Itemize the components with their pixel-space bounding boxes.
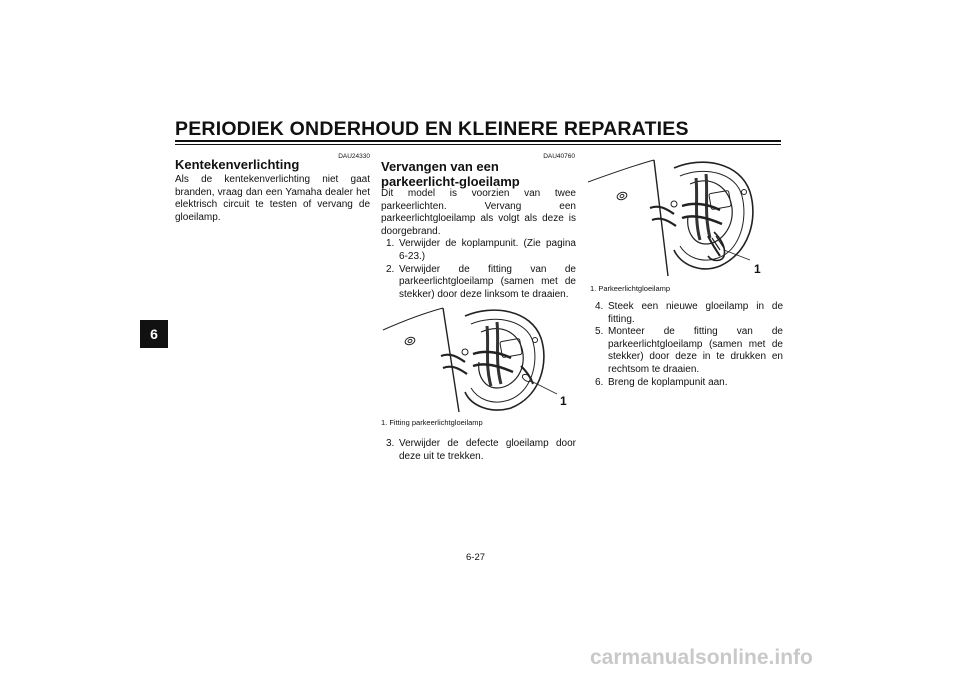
list-item — [590, 301, 783, 326]
page-title: PERIODIEK ONDERHOUD EN KLEINERE REPARATIES — [175, 118, 689, 140]
figure-caption: 1. Fitting parkeerlichtgloeilamp — [381, 418, 483, 427]
list-text: Monteer de fitting van de parkeerlichtgloeilamp (samen met de stekker) door deze in te drukken en rechtsom te draaien. — [608, 326, 783, 375]
header-rule-thin — [175, 144, 781, 145]
list-number: 4. — [595, 301, 604, 312]
list-item — [590, 377, 783, 390]
list-item — [381, 238, 576, 263]
chapter-tab: 6 — [140, 320, 168, 348]
footer-watermark: carmanualsonline.info — [590, 646, 813, 669]
section-code: DAU24330 — [338, 153, 370, 160]
section-body — [381, 188, 576, 301]
list-text: Verwijder de koplampunit. (Zie pagina 6-23.) — [399, 238, 576, 262]
list-number: 6. — [595, 376, 604, 388]
figure-caption: 1. Parkeerlichtgloeilamp — [590, 284, 671, 293]
list-text: Verwijder de fitting van de parkeerlichtgloeilamp (samen met de stekker) door deze linksom te draaien. — [399, 263, 576, 300]
list-item — [590, 326, 783, 376]
figure-callout: 1 — [560, 394, 567, 408]
list-text: Steek een nieuwe gloeilamp in de fitting. — [608, 301, 783, 325]
paragraph-text: Als de kentekenverlichting niet gaat branden, vraag dan een Yamaha dealer het elektrisch circuit te testen of vervang de gloeilamp. — [175, 174, 370, 223]
section-body-continued — [381, 438, 576, 463]
section-code: DAU40760 — [543, 153, 575, 160]
section-heading: Kentekenverlichting — [175, 157, 300, 172]
figure-callout: 1 — [754, 262, 761, 276]
list-number: 5. — [595, 326, 604, 338]
intro-text: Dit model is voorzien van twee parkeerlichten. Vervang een parkeerlichtgloeilamp als volgt als deze is doorgebrand. — [381, 188, 576, 237]
section-heading: Vervangen van een parkeerlicht-gloeilamp — [381, 159, 520, 189]
headlight-illustration — [588, 152, 782, 278]
list-number: 3. — [386, 438, 395, 449]
list-number: 1. — [386, 238, 395, 250]
list-item — [381, 438, 576, 463]
header-rule — [175, 140, 781, 142]
section-body — [590, 301, 783, 389]
section-paragraph — [175, 174, 370, 224]
headlight-illustration — [381, 296, 577, 414]
list-text: Verwijder de defecte gloeilamp door deze uit te trekken. — [399, 438, 576, 462]
page-number: 6-27 — [466, 552, 486, 563]
list-number: 2. — [386, 263, 395, 275]
list-text: Breng de koplampunit aan. — [608, 376, 728, 388]
